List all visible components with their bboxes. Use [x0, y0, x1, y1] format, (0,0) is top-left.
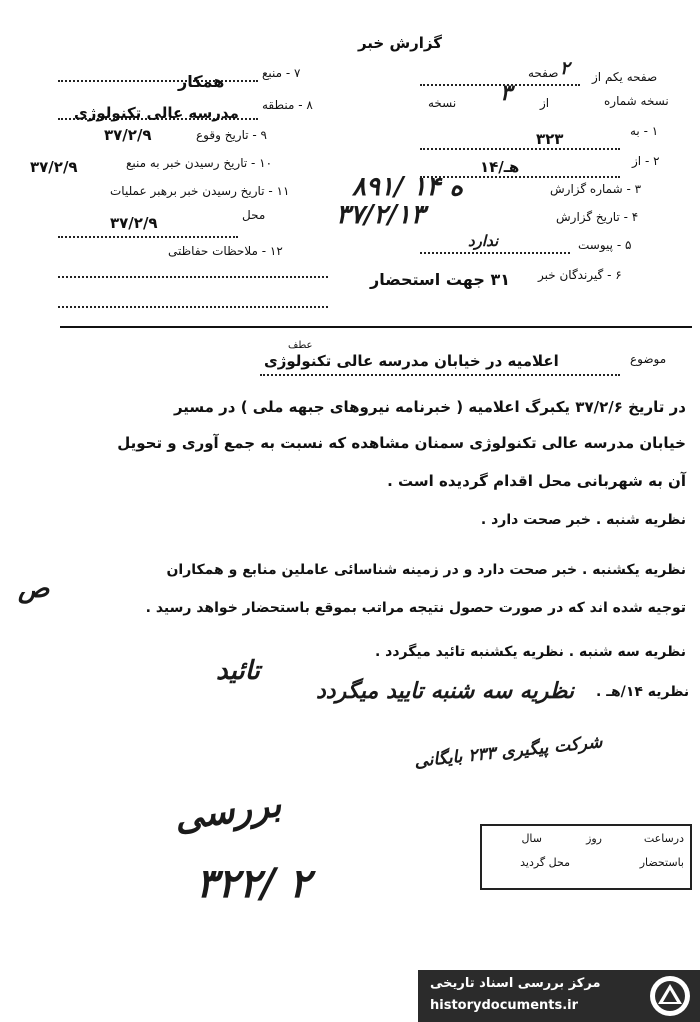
- f10-label: ۱۰ - تاریخ رسیدن خبر به منبع: [126, 156, 273, 170]
- body-line-3: آن به شهربانی محل اقدام گردیده است .: [387, 472, 686, 490]
- watermark-bar: [418, 970, 700, 1022]
- opinion-sunday-line-2: توجیه شده اند که در صورت حصول نتیجه مراتب بموقع باستحضار خواهد رسید .: [145, 600, 686, 616]
- subject-dotline: [260, 374, 620, 376]
- f6-label: ۶ - گیرندگان خبر: [538, 268, 622, 282]
- watermark-title: مرکز بررسی اسناد تاریخی: [430, 976, 601, 991]
- margin-mark: ص: [18, 574, 50, 604]
- f6-value: ۳۱ جهت استحضار: [370, 270, 510, 289]
- opinion-14h-handwritten: نظریه سه شنبه تایید میگردد: [316, 678, 575, 704]
- f3-value: ۸۹۱/ ۱۴ ه: [352, 172, 464, 202]
- page-label: صفحه یکم از: [592, 70, 658, 84]
- f11-value: ۳۷/۲/۹: [110, 214, 158, 232]
- handwritten-note-right: شرکت پیگیری ۲۳۳ بایگانی: [413, 732, 604, 772]
- section-divider: [60, 326, 692, 328]
- body-line-1: در تاریخ ۳۷/۲/۶ یکبرگ اعلامیه ( خبرنامه نیروهای جبهه ملی ) در مسیر: [173, 398, 686, 416]
- subject-text: اعلامیه در خیابان مدرسه عالی تکنولوژی: [264, 352, 559, 370]
- copy-suffix: نسخه: [428, 96, 457, 110]
- f1-dotline: [420, 148, 620, 150]
- f12-dotline-2: [58, 306, 328, 308]
- f8-label: ۸ - منطقه: [262, 98, 313, 112]
- stamp-line-1: درساعت: [643, 832, 684, 845]
- stamp-line-2: روز: [586, 832, 602, 845]
- stamp-line-4: باستحضار: [639, 856, 684, 869]
- f4-value: ۳۷/۲/۱۳: [336, 200, 425, 230]
- stamp-line-5: محل گردید: [520, 856, 570, 869]
- signature-tuesday: تائید: [216, 656, 260, 686]
- copy-value: ۳: [500, 80, 512, 106]
- archive-logo-icon: [648, 974, 692, 1018]
- signature-left: بررسی: [171, 782, 284, 840]
- received-stamp: [480, 824, 692, 890]
- f5-label: ۵ - پیوست: [578, 238, 632, 252]
- f4-label: ۴ - تاریخ گزارش: [556, 210, 639, 224]
- f1-value: ۳۲۳: [536, 130, 564, 148]
- copy-of: از: [540, 96, 550, 110]
- f5-dotline: [420, 252, 570, 254]
- opinion-tuesday: نظریه سه شنبه . نظریه یکشنبه تائید میگردد .: [374, 644, 686, 660]
- f9-label: ۹ - تاریخ وقوع: [196, 128, 267, 142]
- report-title: گزارش خبر: [357, 34, 442, 52]
- opinion-14h-label: نظریه ۱۴/هـ .: [596, 684, 690, 700]
- f5-value: ندارد: [468, 232, 499, 250]
- f9-value: ۳۷/۲/۹: [104, 126, 152, 144]
- f2-label: ۲ - از: [632, 154, 660, 168]
- subject-note: عطف: [288, 340, 313, 351]
- f10-value: ۳۷/۲/۹: [30, 158, 78, 176]
- f11-place: محل: [242, 208, 266, 222]
- handwritten-number: ۳۲۲/ ۲: [196, 860, 311, 907]
- f8-value: مدرسه عالی تکنولوژی: [74, 104, 239, 122]
- body-line-2: خیابان مدرسه عالی تکنولوژی سمنان مشاهده که نسبت به جمع آوری و تحویل: [117, 434, 686, 452]
- f11-dotline: [58, 236, 238, 238]
- f12-label: ۱۲ - ملاحظات حفاظتی: [168, 244, 283, 258]
- page-suffix: صفحه: [528, 66, 559, 80]
- f7-dotline: [58, 80, 258, 82]
- f12-dotline-1: [58, 276, 328, 278]
- f7-value: همکار: [178, 72, 225, 91]
- f11-label: ۱۱ - تاریخ رسیدن خبر برهبر عملیات: [110, 184, 290, 198]
- f1-label: ۱ - به: [630, 124, 659, 138]
- f7-label: ۷ - منبع: [262, 66, 301, 80]
- opinion-saturday: نظریه شنبه . خبر صحت دارد .: [480, 512, 686, 528]
- opinion-sunday-line-1: نظریه یکشنبه . خبر صحت دارد و در زمینه شناسائی عاملین منابع و همکاران: [166, 562, 686, 578]
- copy-label: نسخه شماره: [604, 94, 669, 108]
- subject-label: موضوع: [630, 352, 667, 366]
- f3-label: ۳ - شماره گزارش: [550, 182, 642, 196]
- f2-value: ۱۴/هـ: [480, 158, 520, 176]
- watermark-url: historydocuments.ir: [430, 998, 579, 1013]
- stamp-line-3: سال: [521, 832, 542, 845]
- page-value: ۲: [560, 58, 570, 79]
